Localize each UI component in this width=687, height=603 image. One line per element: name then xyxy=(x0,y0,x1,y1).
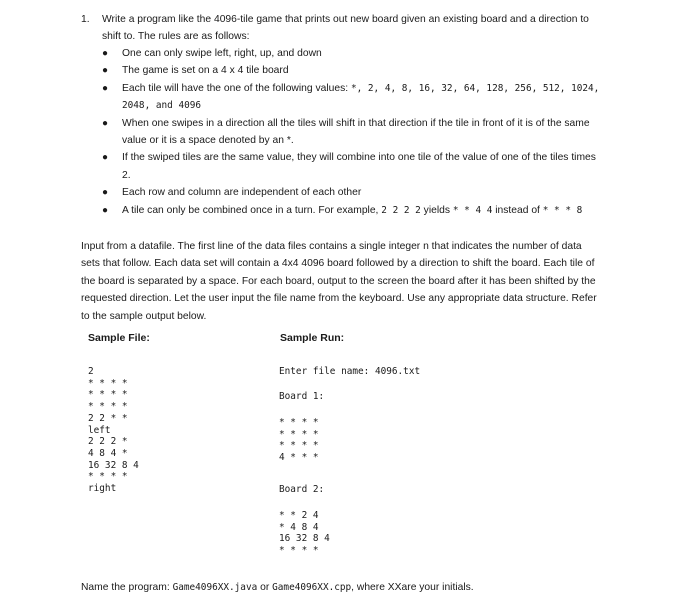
bullet-icon: ● xyxy=(102,204,109,216)
bullet-icon: ● xyxy=(102,65,109,77)
rule-item: ● A tile can only be combined once in a turn. For example, 2 2 2 2 yields * * 4 4 instead of * * * 8 xyxy=(100,202,600,219)
bullet-icon: ● xyxy=(102,48,109,59)
board1-label: Board 1: xyxy=(279,391,325,402)
rule-item: ● Each tile will have the one of the following values: *, 2, 4, 8, 16, 32, 64, 128, 256, 512, 1024, 2048, and 4096 xyxy=(100,80,600,115)
bullet-icon: ● xyxy=(102,82,109,94)
question-number: 1. xyxy=(81,14,90,25)
rule-item: ● If the swiped tiles are the same value, they will combine into one tile of the value of one of the tiles times 2. xyxy=(100,149,600,184)
rule-item: ● The game is set on a 4 x 4 tile board xyxy=(100,62,600,79)
rules-list xyxy=(100,45,600,219)
rule-item: ● One can only swipe left, right, up, and down xyxy=(100,45,600,62)
rule-item: ● Each row and column are independent of each other xyxy=(100,184,600,201)
sample-file-content: 2 * * * * * * * * * * * * 2 2 * * left 2 2 2 * 4 8 4 * 16 32 8 4 * * * * right xyxy=(88,366,139,495)
bullet-icon: ● xyxy=(102,152,109,164)
tile-values: *, 2, 4, 8, 16, 32, 64, 128, 256, 512, 1024, 2048, and 4096 xyxy=(122,82,600,112)
question-intro: Write a program like the 4096-tile game that prints out new board given an existing board and a direction to shift to. The rules are as follows: xyxy=(102,14,589,43)
java-filename: Game4096XX.java xyxy=(172,582,258,593)
bullet-icon: ● xyxy=(102,117,109,129)
sample-run-heading: Sample Run: xyxy=(280,332,345,344)
footer-note: Name the program: Game4096XX.java or Game4096XX.cpp, where XXare your initials. xyxy=(81,582,474,593)
bullet-icon: ● xyxy=(102,187,109,199)
rule-item: ● When one swipes in a direction all the tiles will shift in that direction if the tile in front of it is of the same value or it is a space denoted by an *. xyxy=(100,115,600,150)
cpp-filename: Game4096XX.cpp xyxy=(272,582,352,593)
sample-file-heading: Sample File: xyxy=(88,332,150,344)
board2-grid: * * 2 4 * 4 8 4 16 32 8 4 * * * * xyxy=(279,510,330,557)
run-prompt: Enter file name: 4096.txt xyxy=(279,366,421,377)
board2-label: Board 2: xyxy=(279,484,325,495)
board1-grid: * * * * * * * * * * * * 4 * * * xyxy=(279,417,319,464)
input-description: Input from a datafile. The first line of the data files contains a single integer n that indicates the number of data sets that follow. Each data set will contain a 4x4 4096 board followed by a direction to shift the board. Each tile of the board is separated by a space. For each board, output to the screen the board after it has been shifted by the requested direction. Let the user input the file name from the keyboard. Use any appropriate data structure. Refer to the sample output below. xyxy=(81,241,597,322)
